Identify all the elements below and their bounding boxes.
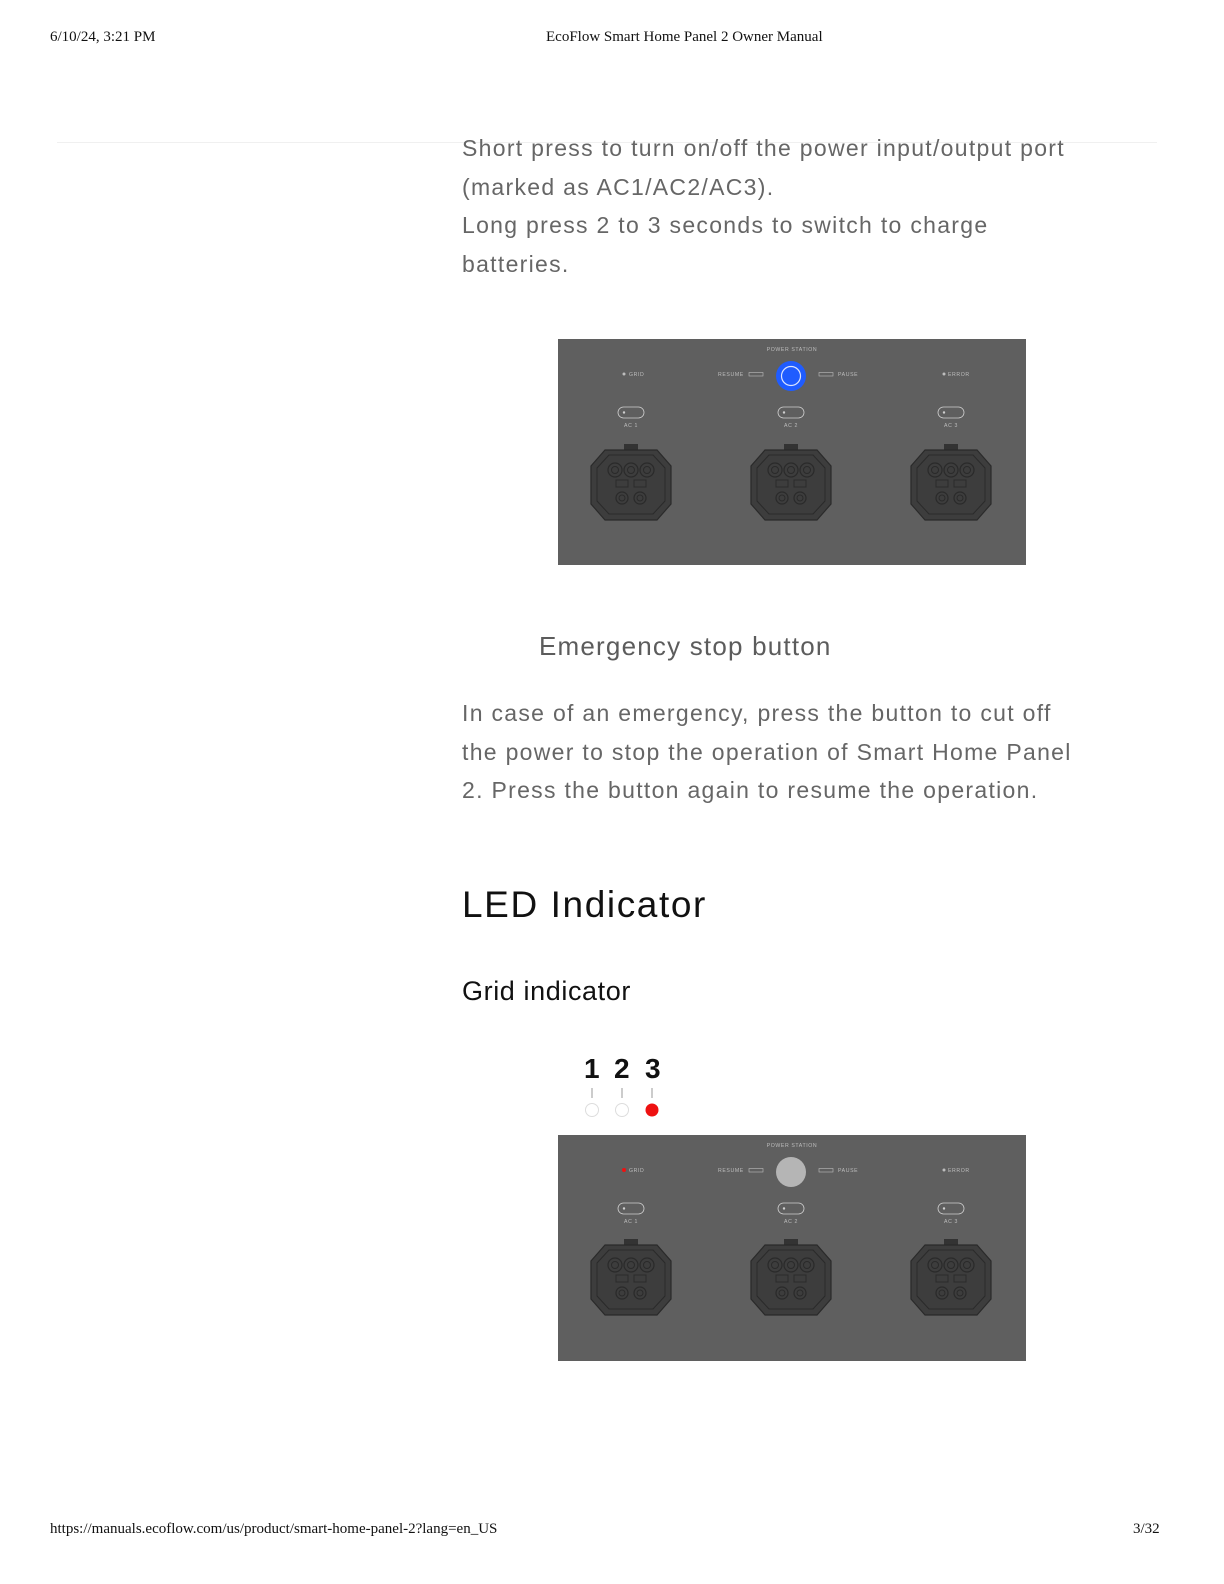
intro-line-1: Short press to turn on/off the power input/output port: [462, 135, 1065, 161]
panel-ac3-label: AC 3: [944, 423, 958, 429]
panel2-ac1-socket-icon: [591, 1239, 671, 1315]
panel-ac1-label: AC 1: [624, 423, 638, 429]
power-button-blue-icon: [776, 361, 806, 391]
panel2-pause-label: PAUSE: [838, 1168, 859, 1174]
header-doc-title: EcoFlow Smart Home Panel 2 Owner Manual: [546, 29, 823, 45]
led-indicator-heading: LED Indicator: [462, 884, 707, 925]
led-off-2-icon: [616, 1104, 629, 1117]
panel-pause-label: PAUSE: [838, 372, 859, 378]
grid-led-red-icon: [622, 1168, 626, 1172]
panel2-title: POWER STATION: [766, 1143, 818, 1149]
panel-title: POWER STATION: [766, 347, 818, 353]
led-callout-1: 1: [584, 1053, 600, 1084]
led-callout-3: 3: [645, 1053, 661, 1084]
intro-line-2: (marked as AC1/AC2/AC3).: [462, 173, 775, 200]
emergency-line-2: the power to stop the operation of Smart Home Panel: [462, 738, 1072, 765]
led-red-3-icon: [646, 1104, 659, 1117]
panel2-error-label: ERROR: [948, 1168, 970, 1174]
panel-ac2-label: AC 2: [784, 423, 798, 429]
emergency-line-3: 2. Press the button again to resume the operation.: [462, 777, 1039, 803]
emergency-heading: Emergency stop button: [539, 631, 832, 661]
intro-paragraph: [462, 129, 1142, 283]
led-off-1-icon: [586, 1104, 599, 1117]
led-callout-2: 2: [614, 1053, 630, 1084]
power-station-panel-image: [558, 339, 1026, 565]
footer-url[interactable]: https://manuals.ecoflow.com/us/product/smart-home-panel-2?lang=en_US: [50, 1521, 498, 1537]
intro-line-3: Long press 2 to 3 seconds to switch to charge: [462, 212, 989, 238]
ac1-socket-icon: [591, 444, 671, 520]
emergency-paragraph: [462, 694, 1142, 810]
panel2-grid-label: GRID: [629, 1168, 645, 1174]
panel2-ac3-label: AC 3: [944, 1219, 958, 1225]
emergency-line-1: In case of an emergency, press the button to cut off: [462, 700, 1052, 726]
panel2-ac1-label: AC 1: [624, 1219, 638, 1225]
panel-grid-label: GRID: [629, 372, 645, 378]
grid-indicator-panel-image: [558, 1135, 1026, 1361]
panel2-resume-label: RESUME: [718, 1168, 744, 1174]
grid-indicator-subheading: Grid indicator: [462, 976, 631, 1006]
panel2-ac2-label: AC 2: [784, 1219, 798, 1225]
ac3-socket-icon: [911, 444, 991, 520]
panel-error-label: ERROR: [948, 372, 970, 378]
led-callout-diagram: [575, 1085, 675, 1125]
panel2-ac2-socket-icon: [751, 1239, 831, 1315]
power-button-grey-icon: [776, 1157, 806, 1187]
ac2-socket-icon: [751, 444, 831, 520]
panel2-ac3-socket-icon: [911, 1239, 991, 1315]
panel-resume-label: RESUME: [718, 372, 744, 378]
header-datetime: 6/10/24, 3:21 PM: [50, 29, 156, 45]
footer-page-number: 3/32: [1133, 1521, 1160, 1537]
intro-line-4: batteries.: [462, 250, 570, 277]
